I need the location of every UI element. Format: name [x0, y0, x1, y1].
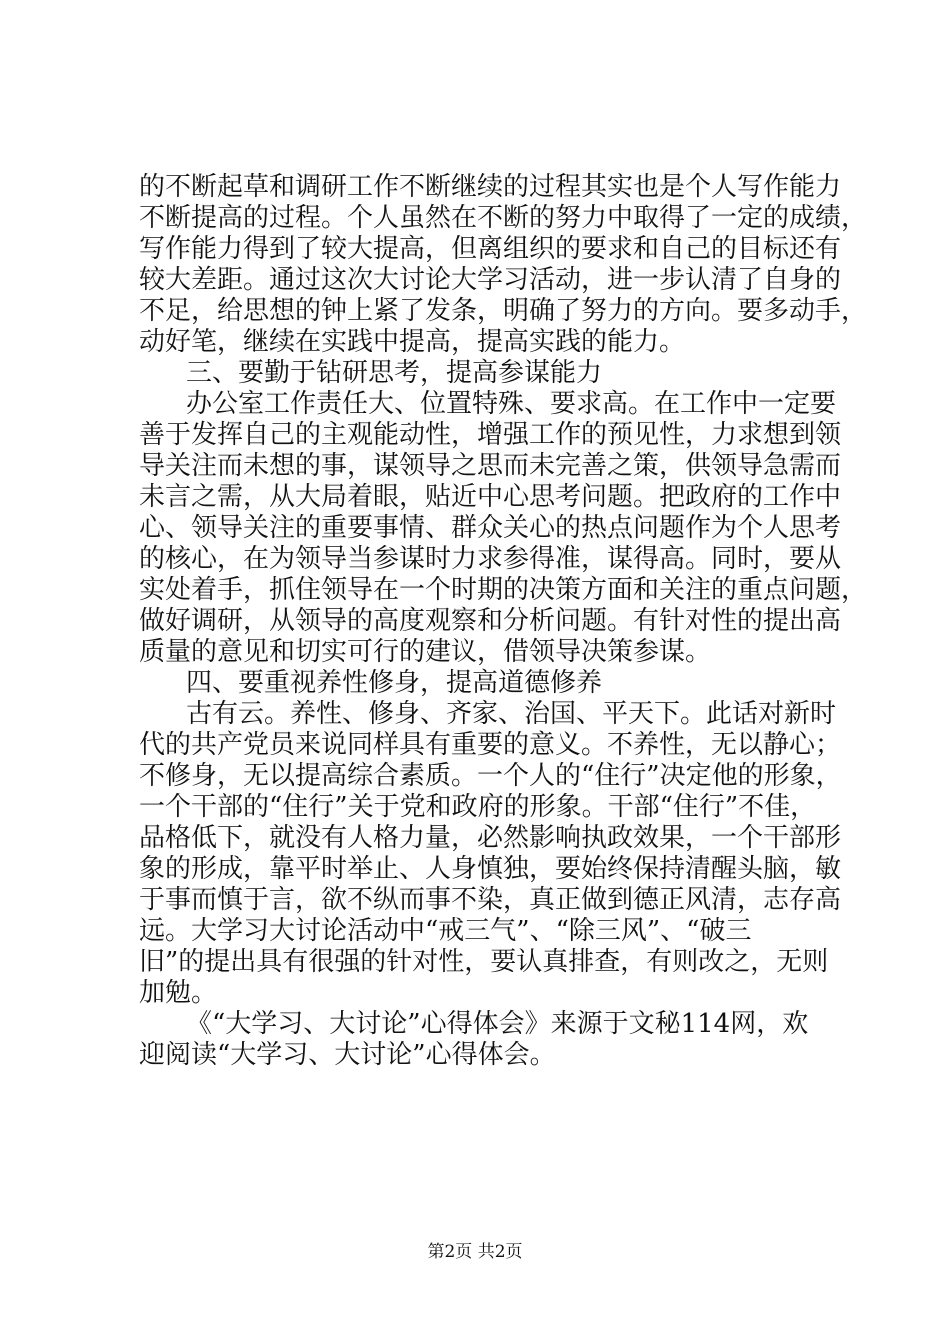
- body-line: 导关注而未想的事，谋领导之思而未完善之策，供领导急需而: [139, 451, 842, 481]
- body-line: 的核心，在为领导当参谋时力求参得准，谋得高。同时，要从: [139, 544, 842, 574]
- body-line: 不修身，无以提高综合素质。一个人的“住行”决定他的形象，: [139, 761, 842, 791]
- body-line: 于事而慎于言，欲不纵而事不染，真正做到德正风清，志存高: [139, 885, 842, 915]
- body-line: 一个干部的“住行”关于党和政府的形象。干部“住行”不佳，: [139, 792, 817, 822]
- body-line: 心、领导关注的重要事情、群众关心的热点问题作为个人思考: [139, 513, 842, 543]
- body-line: 不断提高的过程。个人虽然在不断的努力中取得了一定的成绩，: [139, 203, 868, 233]
- body-line: 旧”的提出具有很强的针对性，要认真排查，有则改之，无则: [139, 947, 829, 977]
- body-line: 代的共产党员来说同样具有重要的意义。不养性，无以静心；: [139, 730, 842, 760]
- section-heading-3: 三、要勤于钻研思考，提高参谋能力: [186, 358, 603, 388]
- body-line: 较大差距。通过这次大讨论大学习活动，进一步认清了自身的: [139, 265, 842, 295]
- paragraph-start-line: 古有云。养性、修身、齐家、治国、平天下。此话对新时: [186, 699, 837, 729]
- body-line: 做好调研，从领导的高度观察和分析问题。有针对性的提出高: [139, 606, 842, 636]
- body-line: 的不断起草和调研工作不断继续的过程其实也是个人写作能力: [139, 172, 842, 202]
- body-line: 远。大学习大讨论活动中“戒三气”、“除三风”、“破三: [139, 916, 752, 946]
- body-line: 品格低下，就没有人格力量，必然影响执政效果，一个干部形: [139, 823, 842, 853]
- body-line: 质量的意见和切实可行的建议，借领导决策参谋。: [139, 637, 712, 667]
- body-line: 善于发挥自己的主观能动性，增强工作的预见性，力求想到领: [139, 420, 842, 450]
- paragraph-start-line: 办公室工作责任大、位置特殊、要求高。在工作中一定要: [186, 389, 837, 419]
- body-line: 加勉。: [139, 978, 218, 1008]
- page-footer: 第2页 共2页: [427, 1242, 523, 1262]
- body-line: 象的形成，靠平时举止、人身慎独，要始终保持清醒头脑，敏: [139, 854, 842, 884]
- body-line: 未言之需，从大局着眼，贴近中心思考问题。把政府的工作中: [139, 482, 842, 512]
- body-line: 不足，给思想的钟上紧了发条，明确了努力的方向。要多动手，: [139, 296, 868, 326]
- source-note-line: 《“大学习、大讨论”心得体会》来源于文秘114网，欢: [186, 1009, 809, 1039]
- body-line: 动好笔，继续在实践中提高，提高实践的能力。: [139, 327, 686, 357]
- source-note-line: 迎阅读“大学习、大讨论”心得体会。: [139, 1040, 556, 1070]
- section-heading-4: 四、要重视养性修身，提高道德修养: [186, 668, 603, 698]
- body-line: 实处着手，抓住领导在一个时期的决策方面和关注的重点问题，: [139, 575, 868, 605]
- document-body: [139, 172, 868, 1071]
- body-line: 写作能力得到了较大提高，但离组织的要求和自己的目标还有: [139, 234, 842, 264]
